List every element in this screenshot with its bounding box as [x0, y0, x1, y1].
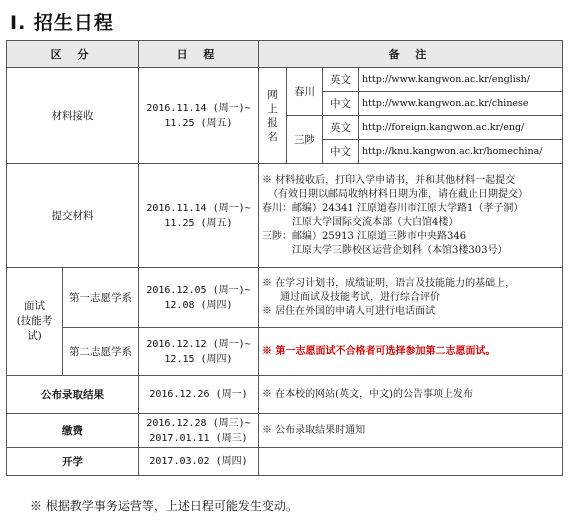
- lang-label: 中文: [323, 140, 359, 164]
- payment-date: [139, 414, 259, 448]
- schedule-table: [6, 40, 563, 476]
- results-date: 2016.12.26 (周一): [139, 376, 259, 414]
- date-line: 2016.12.12 (周一)~: [146, 338, 251, 350]
- second-choice-note: ※ 第一志愿面试不合格者可选择参加第二志愿面试。: [259, 328, 563, 376]
- online-application-label: [259, 68, 287, 164]
- date-line: 2016.11.14 (周一)~: [146, 102, 251, 114]
- submit-materials-date: [139, 164, 259, 268]
- results-note: ※ 在本校的网站(英文，中文)的公告事项上发布: [259, 376, 563, 414]
- payment-row: [7, 414, 563, 448]
- note-line: 三陟：邮编）25913 江原道三陟市中央路346: [262, 230, 467, 242]
- section-title: Ⅰ. 招生日程: [10, 12, 114, 34]
- online-char: 报: [267, 116, 278, 129]
- payment-note: ※ 公布录取结果时通知: [259, 414, 563, 448]
- date-line: 2016.12.05 (周一)~: [146, 284, 251, 296]
- note-line: 通过面试及技能考试，进行综合评价: [280, 291, 440, 303]
- url-link[interactable]: http://knu.kangwon.ac.kr/homechina/: [359, 140, 563, 164]
- submit-materials-notes: [259, 164, 563, 268]
- lang-label: 英文: [323, 116, 359, 140]
- footer-note: ※ 根据教学事务运营等，上述日程可能发生变动。: [30, 499, 298, 513]
- second-choice-label: 第二志愿学系: [63, 328, 139, 376]
- lang-label: 英文: [323, 68, 359, 92]
- interview-label-line: (技能考试): [16, 315, 53, 342]
- date-line: 12.08 (周四): [164, 299, 233, 311]
- interview-label-line: 面试: [24, 300, 45, 312]
- note-line: 春川：邮编）24341 江原道春川市江原大学路1（孝子洞）: [262, 202, 524, 214]
- header-remarks: 备 注: [259, 41, 563, 68]
- second-choice-date: [139, 328, 259, 376]
- materials-receipt-label: 材料接收: [7, 68, 139, 164]
- date-line: 11.25 (周五): [164, 117, 233, 129]
- submit-materials-label: 提交材料: [7, 164, 139, 268]
- date-line: 11.25 (周五): [164, 217, 233, 229]
- enrollment-row: [7, 448, 563, 476]
- campus-chuncheon: 春川: [287, 68, 323, 116]
- date-line: 2017.01.11 (周三): [149, 432, 248, 444]
- interview-first-row: [7, 268, 563, 328]
- note-line: ※ 材料接收后，打印入学申请书，并和其他材料一起提交: [262, 174, 516, 186]
- date-line: 2016.11.14 (周一)~: [146, 202, 251, 214]
- url-link[interactable]: http://www.kangwon.ac.kr/english/: [359, 68, 563, 92]
- date-line: 2016.12.28 (周三)~: [146, 417, 251, 429]
- header-schedule: 日 程: [139, 41, 259, 68]
- first-choice-notes: [259, 268, 563, 328]
- enrollment-note-empty: [259, 448, 563, 476]
- note-line: ※ 在学习计划书，成绩证明，语言及技能能力的基础上，: [262, 277, 516, 289]
- header-row: [7, 41, 563, 68]
- materials-receipt-row: [7, 68, 563, 92]
- first-choice-label: 第一志愿学系: [63, 268, 139, 328]
- online-char: 上: [267, 102, 278, 115]
- materials-receipt-date: [139, 68, 259, 164]
- interview-second-row: [7, 328, 563, 376]
- results-label: 公布录取结果: [7, 376, 139, 414]
- enrollment-date: 2017.03.02 (周四): [139, 448, 259, 476]
- results-row: [7, 376, 563, 414]
- note-line: ※ 居住在外国的申请人可进行电话面试: [262, 305, 436, 317]
- url-link[interactable]: http://www.kangwon.ac.kr/chinese: [359, 92, 563, 116]
- online-char: 名: [267, 130, 278, 143]
- lang-label: 中文: [323, 92, 359, 116]
- note-line: 江原大学国际交流本部（大白馆4楼）: [292, 216, 459, 228]
- note-line: 江原大学三陟校区运营企划科（本馆3楼303号）: [292, 244, 508, 256]
- date-line: 12.15 (周四): [164, 353, 233, 365]
- url-link[interactable]: http://foreign.kangwon.ac.kr/eng/: [359, 116, 563, 140]
- campus-samcheok: 三陟: [287, 116, 323, 164]
- submit-materials-row: [7, 164, 563, 268]
- payment-label: 缴费: [7, 414, 139, 448]
- interview-label: [7, 268, 63, 376]
- enrollment-label: 开学: [7, 448, 139, 476]
- first-choice-date: [139, 268, 259, 328]
- online-char: 网: [267, 88, 278, 101]
- note-line: （有效日期以邮局收纳材料日期为准，请在截止日期提交）: [268, 188, 528, 200]
- header-category: 区 分: [7, 41, 139, 68]
